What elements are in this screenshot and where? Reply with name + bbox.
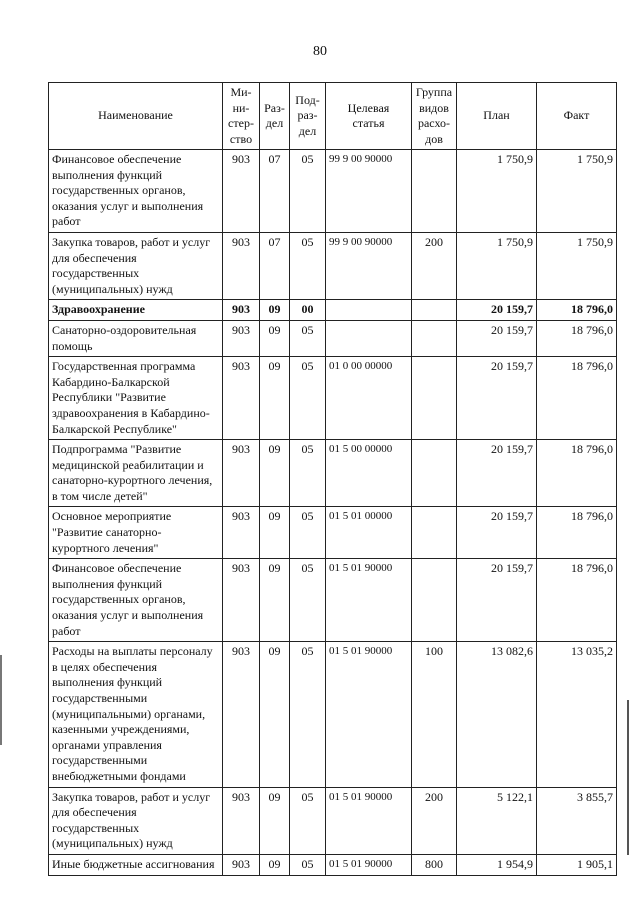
- cell-subsection: 05: [290, 559, 326, 642]
- cell-plan: 5 122,1: [457, 787, 537, 854]
- cell-fact: 1 750,9: [537, 150, 617, 233]
- cell-plan: 1 750,9: [457, 232, 537, 299]
- cell-fact: 18 796,0: [537, 440, 617, 507]
- cell-section: 09: [260, 642, 290, 787]
- table-row: [49, 320, 617, 356]
- cell-fact: 18 796,0: [537, 507, 617, 559]
- header-section-text: Раз- дел: [264, 100, 285, 130]
- cell-ministry: 903: [223, 150, 260, 233]
- header-target: [326, 83, 412, 150]
- cell-section: 09: [260, 787, 290, 854]
- cell-subsection: 05: [290, 357, 326, 440]
- cell-section: 09: [260, 440, 290, 507]
- cell-fact: 1 905,1: [537, 854, 617, 875]
- cell-name: Иные бюджетные ассигнования: [49, 854, 223, 875]
- cell-plan: 20 159,7: [457, 507, 537, 559]
- cell-subsection: 05: [290, 642, 326, 787]
- cell-fact: 13 035,2: [537, 642, 617, 787]
- cell-group: [412, 559, 457, 642]
- cell-ministry: 903: [223, 787, 260, 854]
- cell-plan: 20 159,7: [457, 357, 537, 440]
- cell-group: 200: [412, 232, 457, 299]
- cell-name: Закупка товаров, работ и услуг для обеспечения государственных (муниципальных) нужд: [49, 232, 223, 299]
- cell-plan: 20 159,7: [457, 300, 537, 321]
- cell-target: 01 5 01 90000: [326, 854, 412, 875]
- cell-name: Основное мероприятие "Развитие санаторно-курортного лечения": [49, 507, 223, 559]
- cell-target: 01 5 01 00000: [326, 507, 412, 559]
- cell-ministry: 903: [223, 559, 260, 642]
- cell-fact: 18 796,0: [537, 357, 617, 440]
- cell-group: [412, 357, 457, 440]
- table-row: [49, 787, 617, 854]
- cell-target: [326, 300, 412, 321]
- table-row: [49, 559, 617, 642]
- cell-fact: 3 855,7: [537, 787, 617, 854]
- cell-section: 09: [260, 357, 290, 440]
- cell-ministry: 903: [223, 854, 260, 875]
- header-name-text: Наименование: [98, 108, 173, 123]
- cell-plan: 1 750,9: [457, 150, 537, 233]
- budget-table: [48, 82, 617, 876]
- cell-target: 01 5 01 90000: [326, 559, 412, 642]
- header-fact-text: Факт: [563, 108, 590, 123]
- scan-edge-mark: [627, 700, 629, 855]
- page-number: 80: [313, 44, 327, 59]
- cell-subsection: 05: [290, 150, 326, 233]
- cell-target: 01 0 00 00000: [326, 357, 412, 440]
- cell-section: 09: [260, 854, 290, 875]
- cell-name: Расходы на выплаты персоналу в целях обеспечения выполнения функций государственными (муниципальными) органами, казенными учреждениями, органами управления государственными внебюджетными фондами: [49, 642, 223, 787]
- cell-subsection: 05: [290, 440, 326, 507]
- cell-section: 09: [260, 559, 290, 642]
- cell-group: [412, 150, 457, 233]
- cell-fact: 18 796,0: [537, 300, 617, 321]
- cell-plan: 1 954,9: [457, 854, 537, 875]
- cell-group: [412, 320, 457, 356]
- cell-plan: 20 159,7: [457, 320, 537, 356]
- cell-group: 100: [412, 642, 457, 787]
- cell-group: 800: [412, 854, 457, 875]
- cell-group: [412, 300, 457, 321]
- cell-target: 01 5 01 90000: [326, 642, 412, 787]
- table-row: [49, 854, 617, 875]
- cell-group: [412, 507, 457, 559]
- table-row: [49, 232, 617, 299]
- cell-target: 01 5 01 90000: [326, 787, 412, 854]
- cell-plan: 20 159,7: [457, 440, 537, 507]
- cell-subsection: 05: [290, 854, 326, 875]
- cell-subsection: 05: [290, 320, 326, 356]
- cell-target: 99 9 00 90000: [326, 232, 412, 299]
- cell-name: Финансовое обеспечение выполнения функций государственных органов, оказания услуг и выполнения работ: [49, 559, 223, 642]
- cell-group: [412, 440, 457, 507]
- cell-ministry: 903: [223, 642, 260, 787]
- cell-subsection: 05: [290, 787, 326, 854]
- header-plan-text: План: [483, 108, 510, 123]
- cell-ministry: 903: [223, 320, 260, 356]
- cell-target: [326, 320, 412, 356]
- cell-plan: 20 159,7: [457, 559, 537, 642]
- cell-name: Санаторно-оздоровительная помощь: [49, 320, 223, 356]
- cell-subsection: 05: [290, 232, 326, 299]
- header-group-text: Группа видов расхо- дов: [415, 85, 453, 146]
- table-header-row: [49, 83, 617, 150]
- cell-section: 07: [260, 232, 290, 299]
- table-row: [49, 642, 617, 787]
- scan-edge-mark: [0, 655, 2, 745]
- cell-ministry: 903: [223, 440, 260, 507]
- cell-name: Закупка товаров, работ и услуг для обеспечения государственных (муниципальных) нужд: [49, 787, 223, 854]
- cell-section: 09: [260, 300, 290, 321]
- table-row: [49, 150, 617, 233]
- header-target-text: Целевая статья: [347, 100, 390, 130]
- cell-subsection: 00: [290, 300, 326, 321]
- header-ministry-text: Ми- ни- стер- ство: [228, 85, 254, 146]
- cell-target: 99 9 00 90000: [326, 150, 412, 233]
- header-subsection: [290, 83, 326, 150]
- cell-name: Подпрограмма "Развитие медицинской реабилитации и санаторно-курортного лечения, в том числе детей": [49, 440, 223, 507]
- cell-section: 09: [260, 507, 290, 559]
- cell-target: 01 5 00 00000: [326, 440, 412, 507]
- cell-subsection: 05: [290, 507, 326, 559]
- cell-section: 07: [260, 150, 290, 233]
- cell-ministry: 903: [223, 300, 260, 321]
- cell-fact: 18 796,0: [537, 320, 617, 356]
- cell-ministry: 903: [223, 357, 260, 440]
- cell-fact: 18 796,0: [537, 559, 617, 642]
- cell-group: 200: [412, 787, 457, 854]
- header-name: [49, 83, 223, 150]
- cell-name: Финансовое обеспечение выполнения функций государственных органов, оказания услуг и выполнения работ: [49, 150, 223, 233]
- header-plan: [457, 83, 537, 150]
- table-row: [49, 507, 617, 559]
- table-row: [49, 357, 617, 440]
- header-ministry: [223, 83, 260, 150]
- cell-plan: 13 082,6: [457, 642, 537, 787]
- cell-name: Государственная программа Кабардино-Балкарской Республики "Развитие здравоохранения в Кабардино-Балкарской Республике": [49, 357, 223, 440]
- cell-ministry: 903: [223, 232, 260, 299]
- table-row: [49, 300, 617, 321]
- header-group: [412, 83, 457, 150]
- cell-section: 09: [260, 320, 290, 356]
- header-fact: [537, 83, 617, 150]
- cell-name: Здравоохранение: [49, 300, 223, 321]
- cell-fact: 1 750,9: [537, 232, 617, 299]
- header-section: [260, 83, 290, 150]
- cell-ministry: 903: [223, 507, 260, 559]
- table-row: [49, 440, 617, 507]
- header-subsection-text: Под- раз- дел: [295, 92, 320, 138]
